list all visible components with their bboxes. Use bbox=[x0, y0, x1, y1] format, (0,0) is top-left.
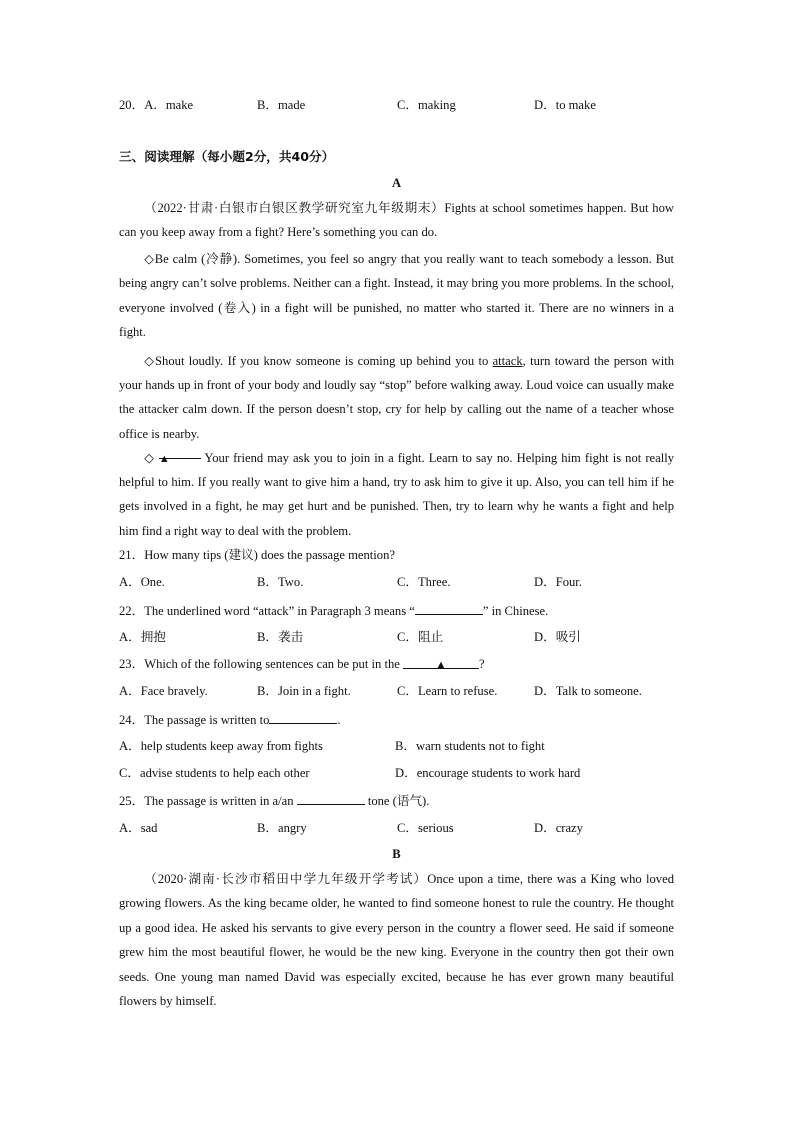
question-25-options bbox=[119, 820, 674, 836]
question-23: 23．Which of the following sentences can be put in the ▲ ? bbox=[119, 657, 485, 671]
q22-option-c: C．阻止 bbox=[397, 630, 444, 644]
q20-option-b: B．made bbox=[257, 98, 306, 112]
q25-option-a: A．sad bbox=[119, 821, 158, 835]
answer-blank bbox=[269, 711, 337, 724]
q20-option-a: 20．A．make bbox=[119, 98, 194, 112]
passage-a-tip-1: ◇Be calm (冷静). Sometimes, you feel so angry that you really want to teach somebody a lesson. But being angry can’t solve problems. Neither can a fight. Instead, it may bring you more problems. In the school, everyone involved (卷入) in a fight will be punished, no matter who started it. There are no winners in a fight. bbox=[119, 252, 674, 340]
answer-blank bbox=[415, 602, 483, 615]
question-24: 24．The passage is written to . bbox=[119, 713, 341, 727]
passage-a-label: A bbox=[391, 176, 402, 190]
passage-a-tip-3: ◇ ▲ Your friend may ask you to join in a fight. Learn to say no. Helping him fight is not really helpful to him. If you really want to give him a hand, try to ask him to give it up. Also, you can tell him if he gets involved in a fight, he may get hurt and be punished. Then, try to learn why he wants a fight and help him find a right way to deal with the problem. bbox=[119, 446, 674, 543]
q23-option-b: B．Join in a fight. bbox=[257, 684, 351, 698]
section-title: 三、阅读理解（每小题2分，共40分） bbox=[119, 149, 335, 164]
q22-option-d: D．吸引 bbox=[534, 630, 581, 644]
question-21-options bbox=[119, 574, 674, 590]
q22-option-a: A．拥抱 bbox=[119, 630, 166, 644]
q20-option-d: D．to make bbox=[534, 98, 596, 112]
q25-option-c: C．serious bbox=[397, 821, 454, 835]
q20-option-c: C．making bbox=[397, 98, 456, 112]
q23-option-d: D．Talk to someone. bbox=[534, 684, 642, 698]
passage-b-text: （2020·湖南·长沙市稻田中学九年级开学考试）Once upon a time, there was a King who loved growing flowers. As the king became older, he wanted to find someone honest to rule the country. He thought up a good idea. He asked his servants to give every person in the country a flower seed. He said if someone grew him the most beautiful flower, he would be the new king. Everyone in the country then got their own seeds. One young man named David was especially excited, because he has ever grown many beautiful flowers by himself. bbox=[119, 872, 674, 1009]
q25-option-d: D．crazy bbox=[534, 821, 583, 835]
passage-a-source: （2022·甘肃·白银市白银区教学研究室九年级期末） bbox=[144, 201, 445, 215]
question-23-options bbox=[119, 683, 674, 699]
q22-option-b: B．袭击 bbox=[257, 630, 304, 644]
question-21: 21．How many tips (建议) does the passage mention? bbox=[119, 548, 395, 562]
question-24-options-row-2 bbox=[119, 765, 674, 781]
passage-b-source: （2020·湖南·长沙市稻田中学九年级开学考试） bbox=[144, 872, 428, 886]
question-22-options bbox=[119, 629, 674, 645]
q21-option-a: A．One. bbox=[119, 575, 165, 589]
q24-option-b: B．warn students not to fight bbox=[395, 739, 545, 753]
underlined-word-attack: attack bbox=[492, 354, 523, 368]
passage-a-intro: （2022·甘肃·白银市白银区教学研究室九年级期末）Fights at school sometimes happen. But how can you keep away from a fight? Here’s something you can do. bbox=[119, 201, 674, 240]
question-22: 22．The underlined word “attack” in Paragraph 3 means “ ” in Chinese. bbox=[119, 604, 549, 618]
q21-option-c: C．Three. bbox=[397, 575, 451, 589]
question-20-options bbox=[119, 97, 674, 113]
q24-option-a: A．help students keep away from fights bbox=[119, 739, 323, 753]
q21-option-d: D．Four. bbox=[534, 575, 582, 589]
question-25: 25．The passage is written in a/an tone (语气). bbox=[119, 794, 430, 808]
answer-blank: ▲ bbox=[403, 656, 479, 669]
q23-option-c: C．Learn to refuse. bbox=[397, 684, 498, 698]
q23-option-a: A．Face bravely. bbox=[119, 684, 208, 698]
answer-blank bbox=[297, 792, 365, 805]
q25-option-b: B．angry bbox=[257, 821, 307, 835]
answer-blank: ▲ bbox=[159, 446, 201, 459]
q21-option-b: B．Two. bbox=[257, 575, 304, 589]
passage-a-tip-2: ◇Shout loudly. If you know someone is coming up behind you to attack, turn toward the person with your hands up in front of your body and loudly say “stop” before walking away. Loud voice can usually make the attacker calm down. If the person doesn’t stop, cry for help by calling out the name of a teacher whose office is nearby. bbox=[119, 354, 674, 441]
question-24-options-row-1 bbox=[119, 738, 674, 754]
q24-option-d: D．encourage students to work hard bbox=[395, 766, 581, 780]
q24-option-c: C．advise students to help each other bbox=[119, 766, 310, 780]
passage-b-label: B bbox=[392, 847, 401, 861]
